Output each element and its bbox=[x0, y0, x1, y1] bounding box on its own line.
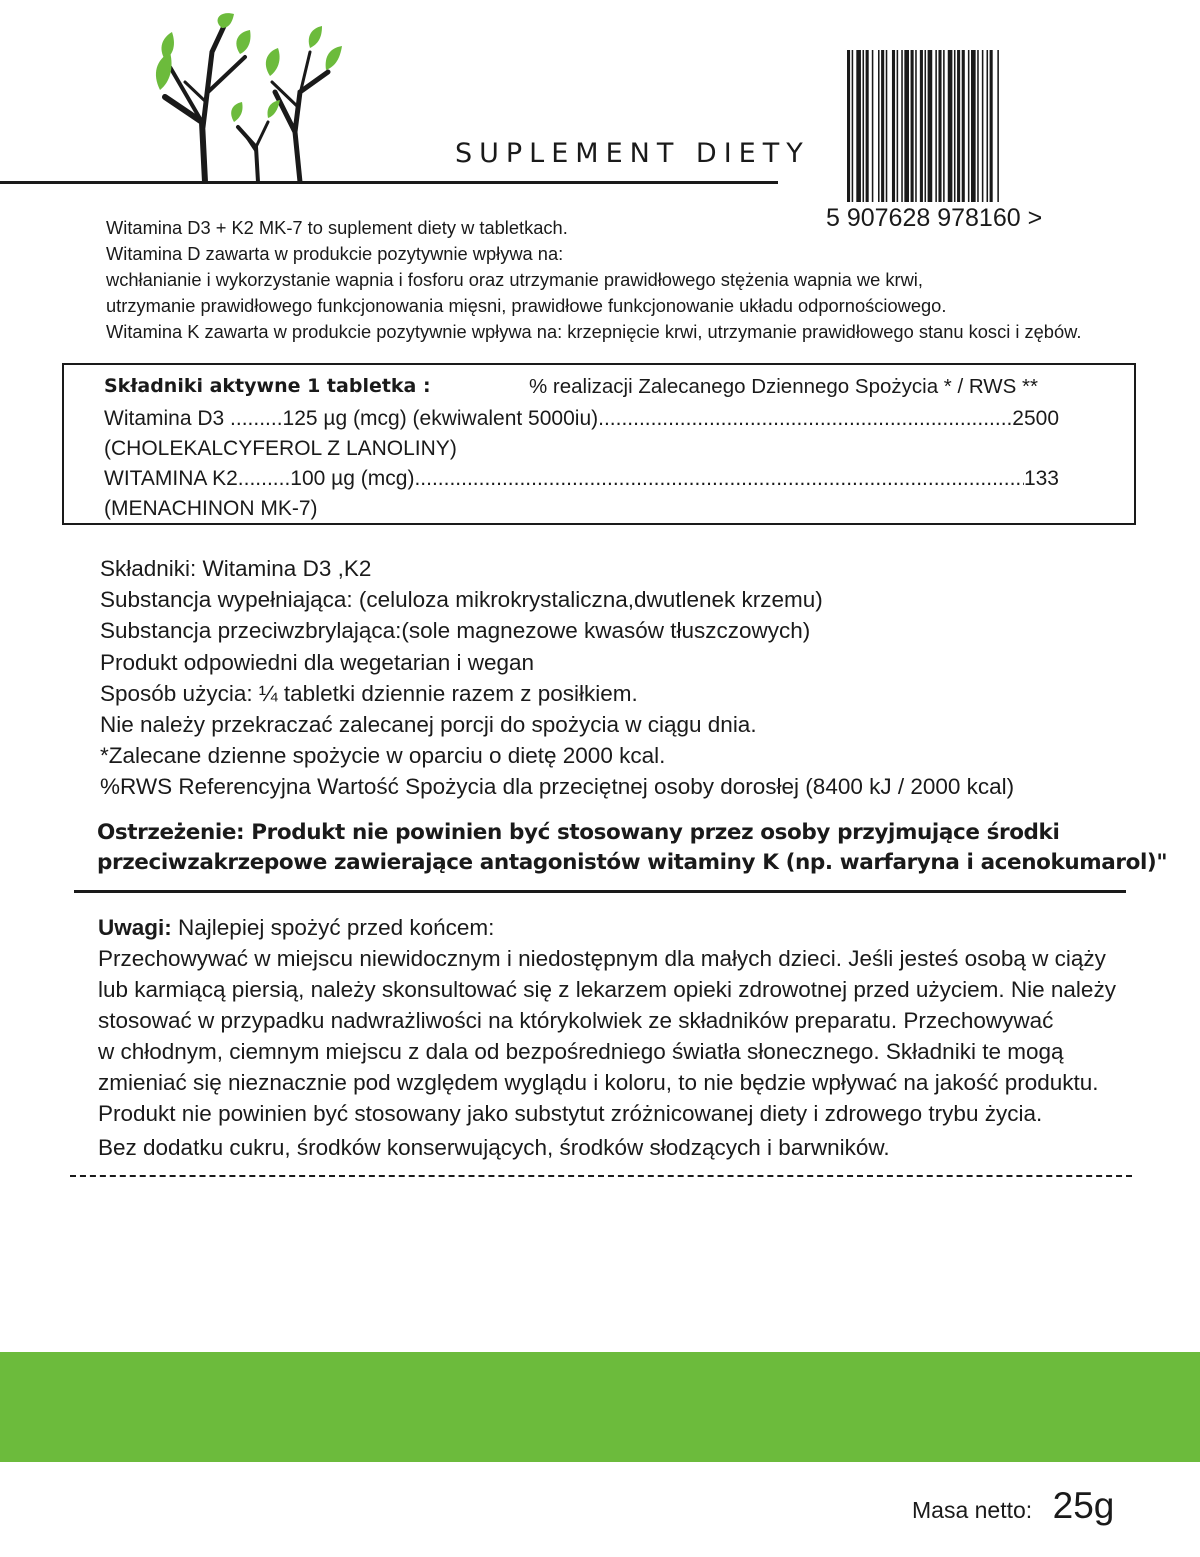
notes-heading: Uwagi: bbox=[98, 915, 172, 940]
warning-section bbox=[97, 818, 1167, 878]
intro-line: wchłanianie i wykorzystanie wapnia i fosforu oraz utrzymanie prawidłowego stężenia wapnia we krwi, bbox=[106, 269, 923, 290]
ingredient-line: Produkt odpowiedni dla wegetarian i wegan bbox=[100, 649, 535, 675]
active-ingredients-table bbox=[62, 363, 1136, 525]
warning-line: przeciwzakrzepowe zawierające antagonistów witaminy K (np. warfaryna i acenokumarol)" bbox=[97, 850, 1168, 875]
table-row bbox=[104, 407, 1059, 431]
ingredients-section bbox=[100, 553, 1014, 803]
ingredient-line: Składniki: Witamina D3 ,K2 bbox=[100, 556, 372, 581]
dot-leader bbox=[598, 407, 1012, 431]
notes-heading-line bbox=[98, 912, 1116, 943]
tree-logo-icon bbox=[150, 12, 350, 184]
notes-line: w chłodnym, ciemnym miejscu z dala od bezpośredniego światła słonecznego. Składniki te mogą bbox=[98, 1039, 1064, 1064]
notes-line: zmieniać się nieznacznie pod względem wyglądu i koloru, to nie będzie wpływać na jakość produktu. bbox=[98, 1070, 1099, 1095]
header-divider bbox=[0, 181, 778, 184]
table-row bbox=[104, 467, 1059, 491]
notes-line: Przechowywać w miejscu niewidocznym i niedostępnym dla małych dzieci. Jeśli jesteś osobą w ciąży bbox=[98, 946, 1106, 971]
intro-line: Witamina D zawarta w produkcie pozytywnie wpływa na: bbox=[106, 243, 564, 264]
ingredient-line: Sposób użycia: ¼ tabletki dziennie razem z posiłkiem. bbox=[100, 680, 638, 706]
ingredient-line: Substancja wypełniająca: (celuloza mikrokrystaliczna,dwutlenek krzemu) bbox=[100, 587, 823, 613]
intro-line: Witamina D3 + K2 MK-7 to suplement diety w tabletkach. bbox=[106, 217, 568, 238]
notes-line: lub karmiącą piersią, należy skonsultować się z lekarzem opieki zdrowotnej przed użyciem. Nie należy bbox=[98, 977, 1116, 1002]
section-divider bbox=[74, 890, 1126, 893]
page-title: SUPLEMENT DIETY bbox=[455, 138, 810, 169]
notes-line: Produkt nie powinien być stosowany jako substytut zróżnicowanej diety i zdrowego trybu życia. bbox=[98, 1101, 1043, 1126]
row-note: (CHOLEKALCYFEROL Z LANOLINY) bbox=[104, 437, 457, 460]
barcode-icon bbox=[845, 46, 1065, 206]
ingredient-line: Substancja przeciwzbrylająca:(sole magnezowe kwasów tłuszczowych) bbox=[100, 618, 811, 644]
notes-line: stosować w przypadku nadwrażliwości na którykolwiek ze składników preparatu. Przechowywać bbox=[98, 1008, 1054, 1033]
ingredient-line: Nie należy przekraczać zalecanej porcji do spożycia w ciągu dnia. bbox=[100, 712, 757, 738]
barcode-number: 5 907628 978160 > bbox=[826, 204, 1043, 232]
ingredient-line: *Zalecane dzienne spożycie w oparciu o dietę 2000 kcal. bbox=[100, 743, 666, 769]
intro-line: Witamina K zawarta w produkcie pozytywnie wpływa na: krzepnięcie krwi, utrzymanie prawidłowego stanu kosci i zębów. bbox=[106, 321, 1082, 342]
net-weight-label: Masa netto: bbox=[912, 1497, 1033, 1523]
row-value: 133 bbox=[1023, 467, 1059, 490]
notes-section bbox=[98, 912, 1116, 1163]
row-value: 2500 bbox=[1012, 407, 1059, 430]
intro-text bbox=[106, 215, 1081, 345]
notes-heading-rest: Najlepiej spożyć przed końcem: bbox=[178, 915, 495, 940]
net-weight bbox=[912, 1485, 1114, 1527]
row-note: (MENACHINON MK-7) bbox=[104, 497, 318, 520]
intro-line: utrzymanie prawidłowego funkcjonowania mięsni, prawidłowe funkcjonowanie układu odpornościowego. bbox=[106, 295, 947, 316]
net-weight-value: 25g bbox=[1052, 1485, 1115, 1526]
warning-line: Ostrzeżenie: Produkt nie powinien być stosowany przez osoby przyjmujące środki bbox=[97, 820, 1060, 845]
table-heading-right: % realizacji Zalecanego Dziennego Spożycia * / RWS ** bbox=[529, 375, 1038, 398]
brand-color-band bbox=[0, 1352, 1200, 1462]
dashed-divider bbox=[70, 1175, 1132, 1177]
notes-line: Bez dodatku cukru, środków konserwujących, środków słodzących i barwników. bbox=[98, 1135, 890, 1160]
row-label: WITAMINA K2.........100 µg (mcg) bbox=[104, 467, 415, 490]
table-heading-left: Składniki aktywne 1 tabletka : bbox=[104, 375, 431, 397]
ingredient-line: %RWS Referencyjna Wartość Spożycia dla przeciętnej osoby dorosłej (8400 kJ / 2000 kcal) bbox=[100, 774, 1015, 800]
dot-leader bbox=[414, 467, 1024, 491]
row-label: Witamina D3 .........125 µg (mcg) (ekwiwalent 5000iu) bbox=[104, 407, 599, 430]
